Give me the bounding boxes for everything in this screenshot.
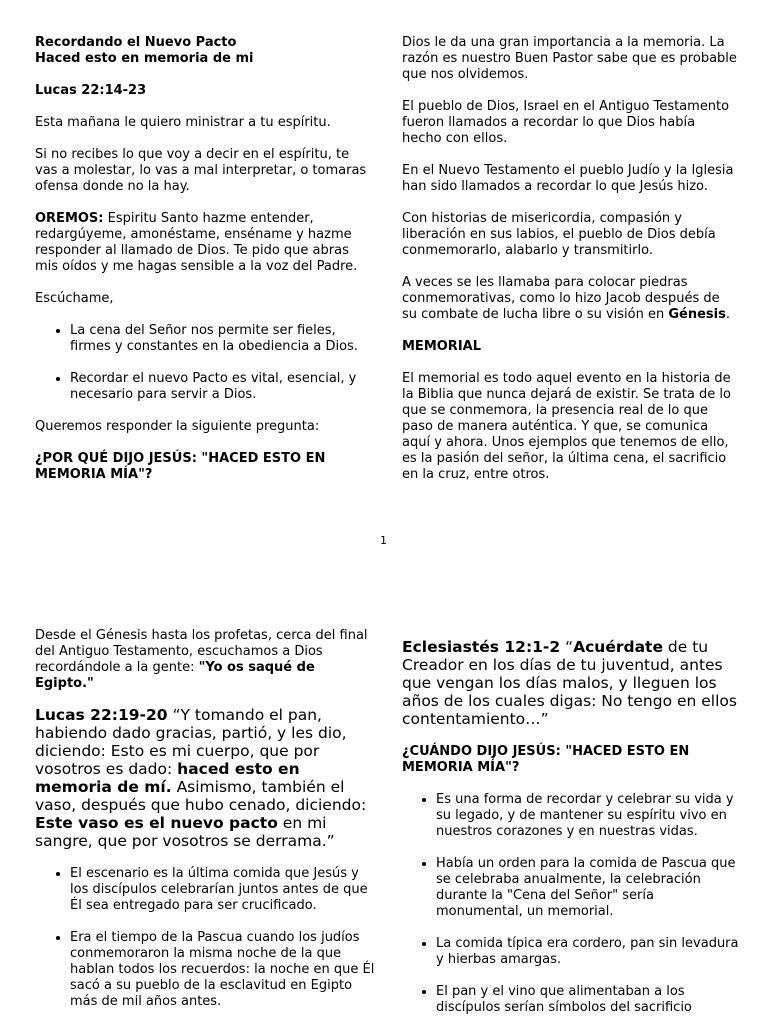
paragraph: Queremos responder la siguiente pregunta: [35,419,320,434]
paragraph [402,275,737,323]
paragraph-text: Desde el Génesis hasta los profetas, cerca del final del Antiguo Testamento, escuchamos a Dios recordándole a la gente: [35,628,368,675]
paragraph-end: . [725,307,730,322]
bullet-list [402,792,740,1016]
paragraph-text: A veces se les llamaba para colocar piedras conmemorativas, como lo hizo Jacob después de su combate de lucha libre o su visión en [402,275,720,322]
section-heading: MEMORIAL [402,339,481,354]
scripture-reference: Lucas 22:14-23 [35,83,147,98]
scripture-quote [402,638,740,728]
verse-text: “Y tomando el pan, habiendo dado gracias, partió, y les dio, diciendo: Esto es mi cuerpo, que por vosotros es dado: [35,706,347,778]
bullet-list [35,323,375,403]
bullet-list [35,866,375,1010]
title-line-2: Haced esto en memoria de mi [35,51,254,66]
paragraph: Con historias de misericordia, compasión y liberación en sus labios, el pueblo de Dios debía conmemorarlo, alabarlo y transmitirlo. [402,211,716,258]
verse-text: de tu Creador en los días de tu juventud, antes que vengan los días malos, y lleguen los años de los cuales digas: No tengo en ellos contentamiento…” [402,638,737,728]
page2-left-column [35,628,375,1010]
book-name: Génesis [668,307,726,322]
prayer-text: Espiritu Santo hazme entender, redargúyeme, amonéstame, enséname y hazme responder al llamado de Dios. Te pido que abras mis oídos y me hagas sensible a la voz del Padre. [35,211,358,274]
scripture-reference: Eclesiastés 12:1-2 [402,638,561,656]
verse-emphasis: Este vaso es el nuevo pacto [35,814,278,832]
title-line-1: Recordando el Nuevo Pacto [35,35,237,50]
list-item: • El escenario es la última comida que Jesús y los discípulos celebrarían juntos antes de que Él sea entregado para ser crucificado. [70,866,375,914]
page1-left-column [35,35,375,483]
quote: "Yo os saqué de Egipto." [35,660,315,691]
paragraph: Escúchame, [35,291,114,306]
section-question: ¿POR QUÉ DIJO JESÚS: "HACED ESTO EN MEMORIA MÍA"? [35,451,326,482]
paragraph: Si no recibes lo que voy a decir en el espíritu, te vas a molestar, lo vas a mal interpretar, o tomaras ofensa donde no la hay. [35,147,367,194]
list-item: • La cena del Señor nos permite ser fieles, firmes y constantes en la obediencia a Dios. [70,323,375,355]
list-item: • El pan y el vino que alimentaban a los discípulos serían símbolos del sacrificio [436,984,740,1016]
paragraph: El pueblo de Dios, Israel en el Antiguo Testamento fueron llamados a recordar lo que Dios había hecho con ellos. [402,99,730,146]
page-number: 1 [380,534,387,547]
verse-emphasis: Acuérdate [573,638,663,656]
page2-right-column [402,638,740,1016]
list-item: • Es una forma de recordar y celebrar su vida y su legado, y de mantener su espíritu vivo en nuestros corazones y en nuestras vidas. [436,792,740,840]
scripture-quote [35,706,375,850]
list-item: • Era el tiempo de la Pascua cuando los judíos conmemoraron la misma noche de la que hablan todos los recuerdos: la noche en que Él sacó a su pueblo de la esclavitud en Egipto más de mil años antes. [70,930,375,1010]
page1-right-column [402,35,737,483]
paragraph: Dios le da una gran importancia a la memoria. La razón es nuestro Buen Pastor sabe que es probable que nos olvidemos. [402,35,737,82]
list-item: • La comida típica era cordero, pan sin levadura y hierbas amargas. [436,936,740,968]
paragraph: En el Nuevo Testamento el pueblo Judío y la Iglesia han sido llamados a recordar lo que Jesús hizo. [402,163,734,194]
list-item: • Había un orden para la comida de Pascua que se celebraba anualmente, la celebración durante la "Cena del Señor" sería monumental, un memorial. [436,856,740,920]
paragraph: El memorial es todo aquel evento en la historia de la Biblia que nunca dejará de existir. Se trata de lo que se conmemora, la presencia real de lo que paso de manera auténtica. Y que, se comunica aquí y ahora. Unos ejemplos que tenemos de ello, es la pasión del señor, la última cena, el sacrificio en la cruz, entre otros. [402,371,731,482]
prayer-paragraph [35,211,375,275]
scripture-reference: Lucas 22:19-20 [35,706,168,724]
verse-text: Asimismo, también el vaso, después que hubo cenado, diciendo: [35,778,367,814]
prayer-label: OREMOS: [35,211,104,226]
verse-text: en mi sangre, que por vosotros se derrama.” [35,814,335,850]
paragraph: Esta mañana le quiero ministrar a tu espíritu. [35,115,331,130]
section-question: ¿CUÁNDO DIJO JESÚS: "HACED ESTO EN MEMORIA MÍA"? [402,744,690,775]
list-item: • Recordar el nuevo Pacto es vital, esencial, y necesario para servir a Dios. [70,371,375,403]
document-title [35,35,375,67]
verse-text: “ [560,638,574,656]
paragraph [35,628,375,692]
verse-emphasis: haced esto en memoria de mí. [35,760,300,796]
